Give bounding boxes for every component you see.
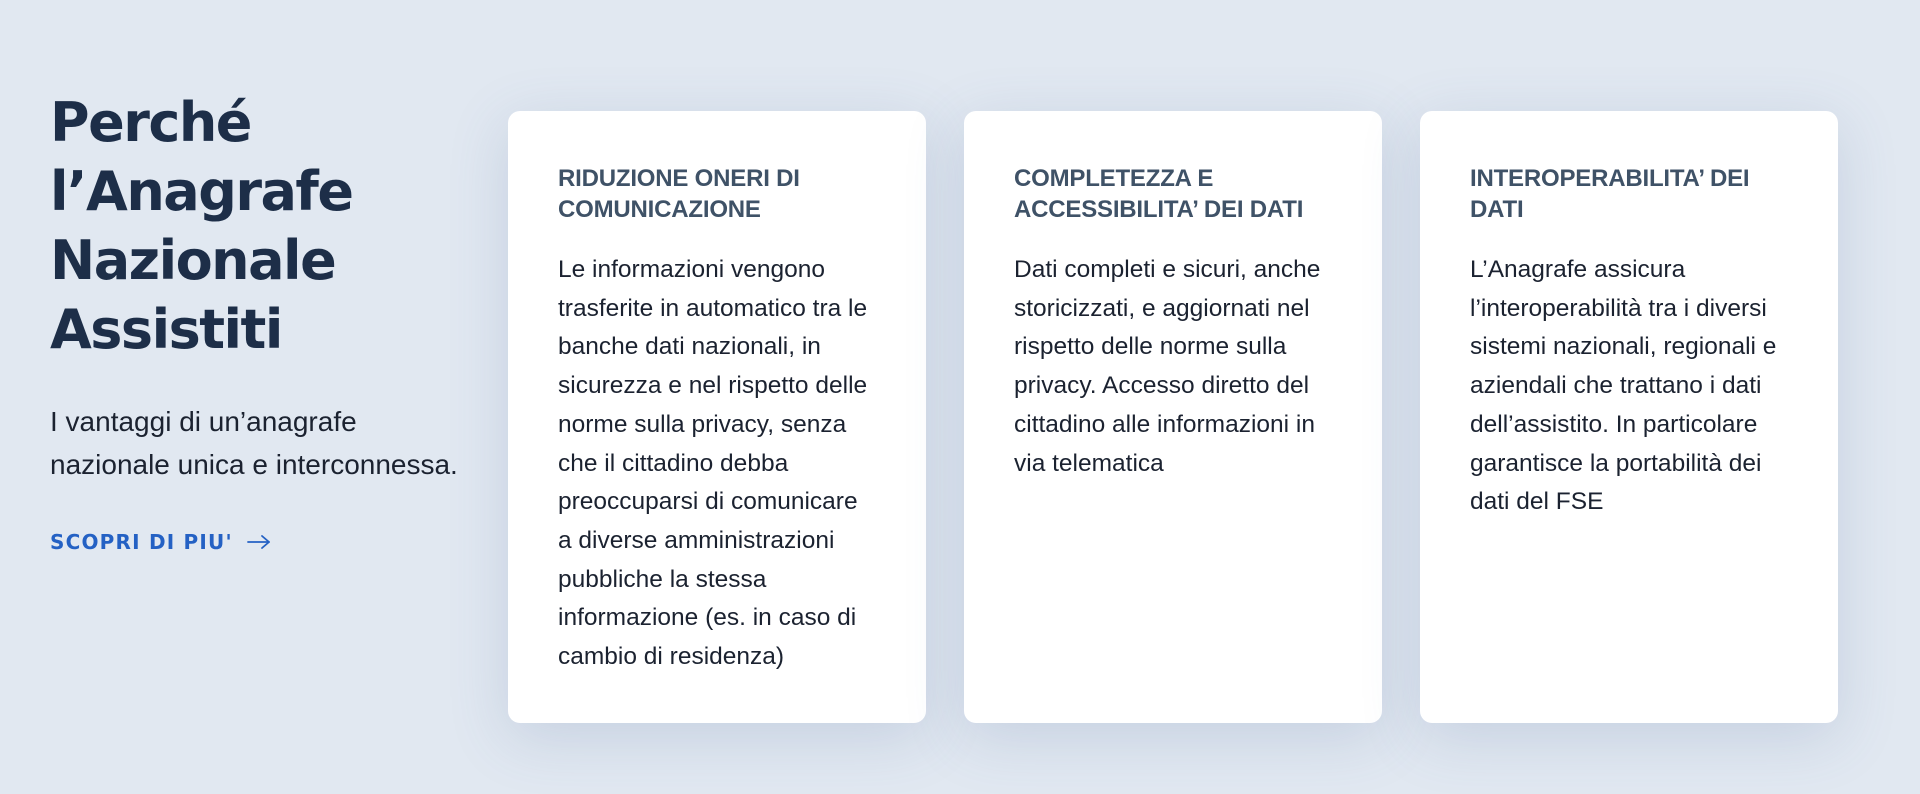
card-title: COMPLETEZZA E ACCESSIBILITA’ DEI DATI [1014, 165, 1304, 223]
card-title: INTEROPERABILITA’ DEI DATI [1470, 165, 1750, 223]
arrow-right-icon [247, 534, 271, 550]
card-riduzione-oneri [508, 111, 926, 723]
discover-more-link[interactable] [50, 530, 271, 554]
card-completezza-dati [964, 111, 1382, 723]
section-title-line: l’Anagrafe [50, 160, 353, 223]
card-interoperabilita [1420, 111, 1838, 723]
cards-row [508, 111, 1838, 723]
section-title [50, 88, 480, 364]
section-subtitle: I vantaggi di un’anagrafe nazionale unica e interconnessa. [50, 406, 458, 480]
section-title-line: Assistiti [50, 298, 282, 361]
section-title-line: Perché [50, 91, 251, 154]
card-text: L’Anagrafe assicura l’interoperabilità tra i diversi sistemi nazionali, regionali e aziendali che trattano i dati dell’assistito. In particolare garantisce la portabilità dei dati del FSE [1470, 256, 1777, 516]
card-text: Dati completi e sicuri, anche storicizzati, e aggiornati nel rispetto delle norme sulla privacy. Accesso diretto del cittadino alle informazioni in via telematica [1014, 256, 1321, 477]
discover-more-label: SCOPRI DI PIU' [50, 530, 233, 554]
intro-block [50, 88, 480, 554]
card-title: RIDUZIONE ONERI DI COMUNICAZIONE [558, 165, 800, 223]
card-text: Le informazioni vengono trasferite in automatico tra le banche dati nazionali, in sicurezza e nel rispetto delle norme sulla privacy, senza che il cittadino debba preoccuparsi di comunicare a diverse amministrazioni pubbliche la stessa informazione (es. in caso di cambio di residenza) [558, 256, 868, 671]
section-title-line: Nazionale [50, 229, 336, 292]
